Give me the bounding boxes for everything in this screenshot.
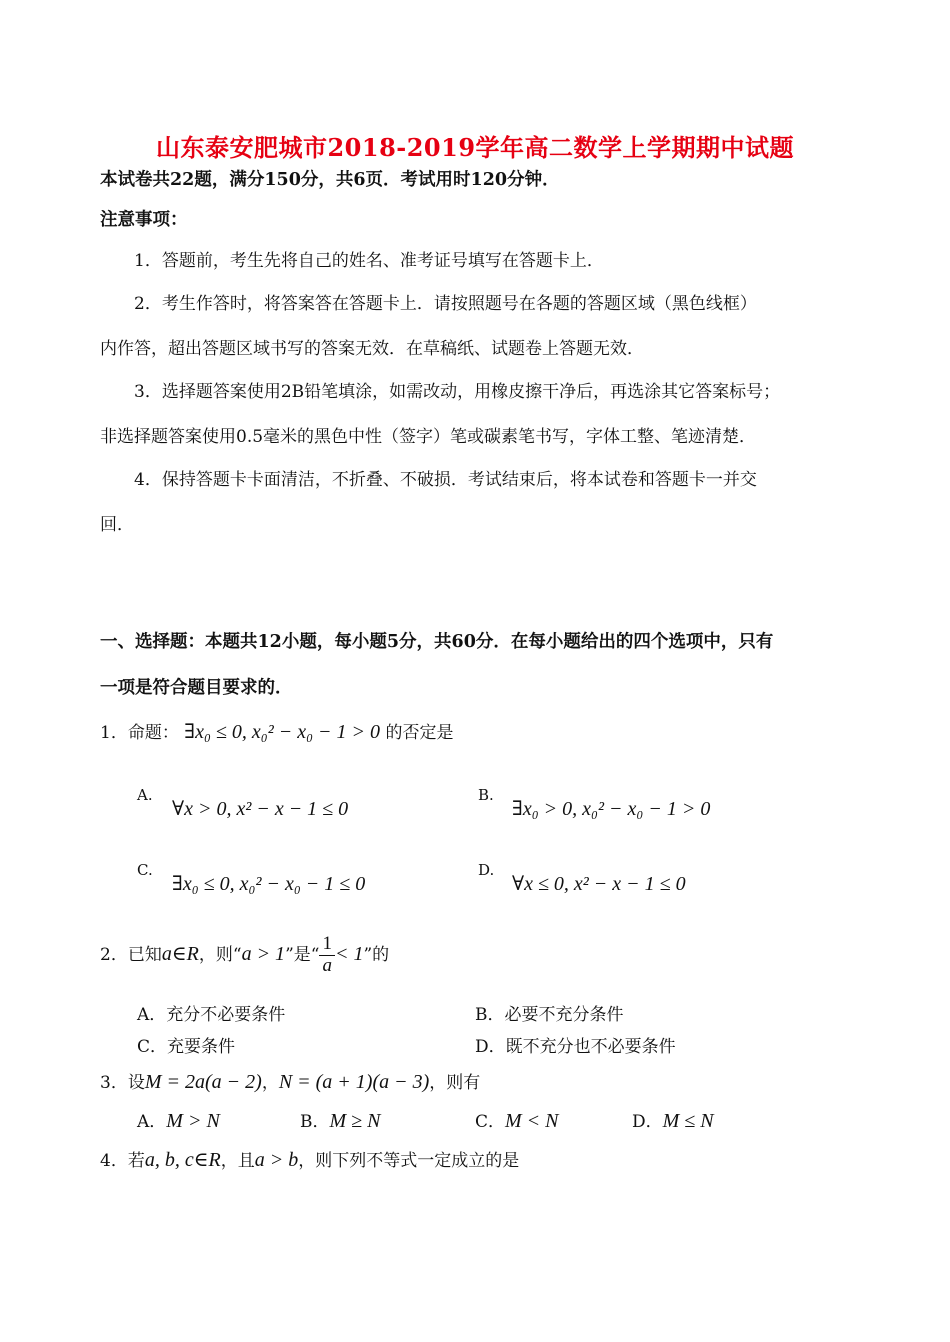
notice-1: 1．答题前，考生先将自己的姓名、准考证号填写在答题卡上． <box>134 251 604 271</box>
q4-stem <box>100 1146 519 1172</box>
q1-suffix: 的否定是 <box>385 723 454 743</box>
q1-stem <box>100 718 453 744</box>
q3-m-definition: M = 2a(a − 2) <box>144 1071 262 1093</box>
notice-4-line2: 回． <box>100 515 134 535</box>
q4-condition-1: a, b, c∈R <box>144 1149 221 1171</box>
notice-heading: 注意事项： <box>100 210 188 230</box>
q2-inequality: < 1 <box>334 942 364 965</box>
q3-separator: ， <box>261 1073 279 1093</box>
q4-suffix: ，则下列不等式一定成立的是 <box>298 1151 520 1171</box>
notice-4-line1: 4．保持答题卡卡面清洁，不折叠、不破损．考试结束后，将本试卷和答题卡一并交 <box>134 470 757 490</box>
q2-mid2: ”是“ <box>285 944 320 965</box>
q3-option-a-formula: M > N <box>166 1110 220 1132</box>
section1-heading-cont: 一项是符合题目要求的． <box>100 678 293 698</box>
notice-3-line2: 非选择题答案使用0.5毫米的黑色中性（签字）笔或碳素笔书写，字体工整、笔迹清楚． <box>100 427 757 447</box>
q2-option-d: D．既不充分也不必要条件 <box>475 1037 676 1057</box>
exam-title: 山东泰安肥城市2018-2019学年高二数学上学期期中试题 <box>155 133 795 162</box>
q2-prefix: 2．已知 <box>100 944 162 965</box>
q3-option-c-formula: M < N <box>505 1110 559 1132</box>
q3-option-b-formula: M ≥ N <box>329 1110 381 1132</box>
q1-option-b-label: B. <box>478 786 494 804</box>
q2-option-a: A．充分不必要条件 <box>137 1005 286 1025</box>
q2-fraction <box>319 934 335 977</box>
q2-option-c: C．充要条件 <box>137 1037 236 1057</box>
q2-suffix: ”的 <box>363 944 390 965</box>
q3-option-c-label: C． <box>475 1112 506 1132</box>
exam-intro: 本试卷共22题，满分150分，共6页．考试用时120分钟． <box>100 170 560 190</box>
q1-option-b: ∃x₀ > 0, x₀² − x₀ − 1 > 0 <box>512 798 711 820</box>
q3-option-a-label: A． <box>137 1112 167 1132</box>
q1-option-c-label: C. <box>137 861 153 879</box>
q4-prefix: 4．若 <box>100 1151 145 1171</box>
q3-option-d <box>632 1107 714 1133</box>
q3-option-b-label: B． <box>300 1112 330 1132</box>
notice-2-line2: 内作答，超出答题区域书写的答案无效．在草稿纸、试题卷上答题无效． <box>100 339 644 359</box>
notice-2-line1: 2．考生作答时，将答案答在答题卡上．请按照题号在各题的答题区域（黑色线框） <box>134 294 757 314</box>
q1-option-a-label: A. <box>137 786 153 804</box>
q1-formula: ∃x₀ ≤ 0, x₀² − x₀ − 1 > 0 <box>184 721 381 743</box>
q3-prefix: 3．设 <box>100 1073 145 1093</box>
q2-fraction-numerator: 1 <box>319 934 335 956</box>
q3-option-b <box>300 1107 380 1133</box>
q3-stem <box>100 1068 480 1094</box>
q2-condition: a∈R <box>161 942 199 965</box>
q2-p: a > 1 <box>241 942 286 965</box>
q1-option-c: ∃x₀ ≤ 0, x₀² − x₀ − 1 ≤ 0 <box>172 873 366 895</box>
q3-n-definition: N = (a + 1)(a − 3) <box>278 1071 430 1093</box>
q4-condition-2: a > b <box>254 1149 299 1171</box>
q3-option-a <box>137 1107 220 1133</box>
q3-option-d-label: D． <box>632 1112 663 1132</box>
notice-3-line1: 3．选择题答案使用2B铅笔填涂，如需改动，用橡皮擦干净后，再选涂其它答案标号； <box>134 382 781 402</box>
q1-option-a: ∀x > 0, x² − x − 1 ≤ 0 <box>172 798 349 820</box>
q3-option-c <box>475 1107 559 1133</box>
q1-option-d-label: D. <box>478 861 495 879</box>
section1-heading: 一、选择题：本题共12小题，每小题5分，共60分．在每小题给出的四个选项中，只有 <box>100 632 774 652</box>
q2-fraction-denominator: a <box>322 954 332 976</box>
q3-option-d-formula: M ≤ N <box>662 1110 714 1132</box>
q2-option-b: B．必要不充分条件 <box>475 1005 624 1025</box>
q2-mid1: ，则“ <box>198 944 242 965</box>
q2-stem <box>100 934 389 977</box>
q3-suffix: ，则有 <box>429 1073 481 1093</box>
q1-prefix: 1．命题： <box>100 723 179 743</box>
q1-option-d: ∀x ≤ 0, x² − x − 1 ≤ 0 <box>512 873 686 895</box>
q4-mid: ，且 <box>220 1151 255 1171</box>
